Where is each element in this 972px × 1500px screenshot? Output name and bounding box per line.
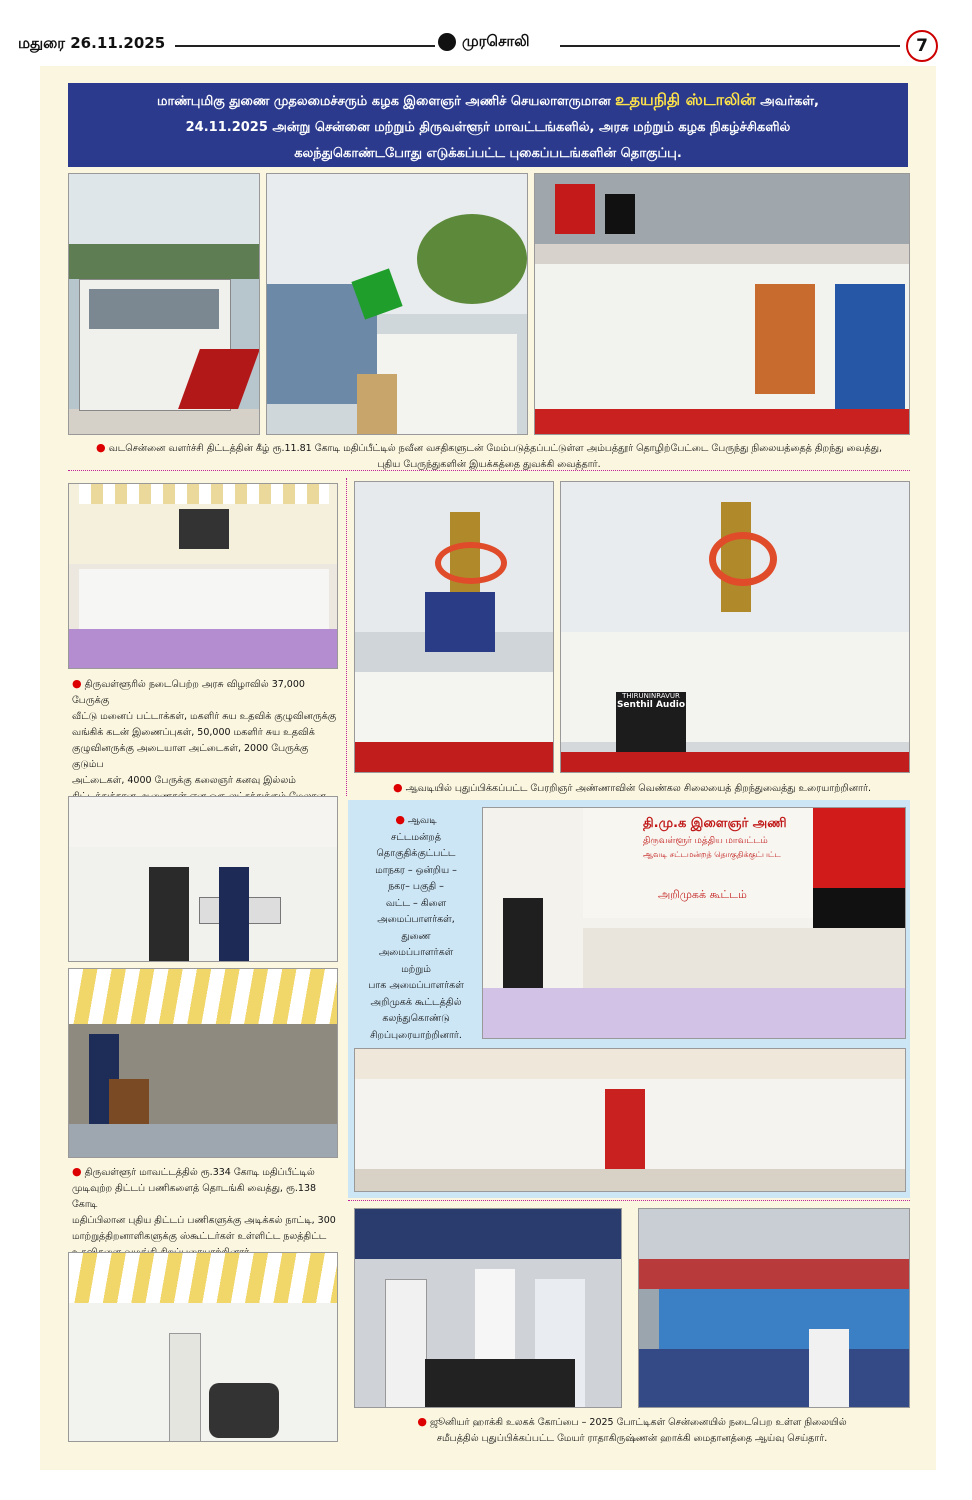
caption-bus-terminal [68,440,910,473]
caption-projects-line2: முடிவுற்ற திட்டப் பணிகளைத் தொடங்கி வைத்து, ரூ.138 கோடி [72,1183,317,1210]
caption-statue [354,780,910,797]
caption-avadi-line5: வட்ட – கிளை [385,897,447,909]
page-number: 7 [906,30,938,62]
photo-statue-unveil [354,481,554,773]
caption-avadi-line1: சட்டமன்றத் [391,831,441,843]
city-date: மதுரை 26.11.2025 [18,34,166,52]
podium-label-top: THIRUNINRAVUR [622,692,680,700]
bullet-icon: ● [72,1165,82,1178]
headline-banner [68,83,908,167]
caption-bus-terminal-line2: புதிய பேருந்துகளின் இயக்கத்தை துவக்கி வைத்தார். [377,459,601,470]
caption-avadi-line12: கலந்துகொண்டு [382,1013,450,1024]
podium [616,692,686,752]
caption-bus-terminal-line1 [68,440,910,457]
podium-label: Senthil Audio [616,700,686,710]
photo-scooter-distribution [68,1252,338,1442]
caption-hockey [354,1414,910,1447]
banner-line-3: கலந்துகொண்டபோது எடுக்கப்பட்ட புகைப்படங்களின் தொகுப்பு. [294,146,682,161]
paper-name: முரசொலி [462,32,530,50]
photo-flag-off [266,173,528,435]
caption-avadi-line3: மாநகர – ஒன்றிய – [375,864,457,876]
caption-avadi-line11: அறிமுகக் கூட்டத்தில் [370,996,462,1008]
caption-avadi-line6: அமைப்பாளர்கள், [377,914,455,925]
photo-avadi-audience [354,1048,906,1192]
caption-hockey-line2: சமீபத்தில் புதுப்பிக்கப்பட்ட மேயர் ராதாகிருஷ்ணன் ஹாக்கி மைதானத்தை ஆய்வு செய்தார். [436,1433,828,1444]
bullet-icon: ● [395,813,405,826]
caption-projects-line4: மாற்றுத்திறனாளிகளுக்கு ஸ்கூட்டர்கள் உள்ளிட்ட நலத்திட்ட [72,1231,327,1242]
photo-thiruvallur-stage [68,483,338,669]
rising-sun-logo-icon [438,33,456,51]
caption-avadi-line4: நகர– பகுதி – [388,881,444,892]
banner-subtitle: திருவள்ளூர் மத்திய மாவட்டம் [643,836,768,846]
photo-group-ribbon [534,173,910,435]
caption-govt-line1 [72,676,340,709]
caption-govt-line2: வீட்டு மனைப் பட்டாக்கள், மகளிர் சுய உதவிக் குழுவினருக்கு [72,711,337,722]
caption-avadi-line10: பாக அமைப்பாளர்கள் [368,980,464,991]
caption-avadi [356,812,476,1044]
masthead [438,32,530,52]
caption-projects-line3: மதிப்பிலான புதிய திட்டப் பணிகளுக்கு அடிக்கல் நாட்டி, 300 [72,1215,336,1226]
caption-avadi-line8: அமைப்பாளர்கள் [378,947,454,958]
header-rule-right [560,45,900,47]
divider-vertical [346,478,347,796]
photo-scooter-handover [68,796,338,962]
caption-hockey-text1: ஜூனியர் ஹாக்கி உலகக் கோப்பை – 2025 போட்டிகள் சென்னையில் நடைபெற உள்ள நிலையில் [429,1417,847,1428]
bullet-icon: ● [393,781,403,794]
caption-statue-text: ஆவடியில் புதுப்பிக்கப்பட்ட பேரறிஞர் அண்ணாவின் வெண்கல சிலையைத் திறந்துவைத்து உரையாற்றினார். [405,783,871,794]
caption-avadi-line2: தொகுதிக்குட்பட்ட [376,848,456,859]
photo-hockey-stadium [638,1208,910,1408]
caption-hockey-line1 [354,1414,910,1431]
banner-line-1 [68,87,908,115]
caption-bus-terminal-text: வடசென்னை வளர்ச்சி திட்டத்தின் கீழ் ரூ.11.81 கோடி மதிப்பீட்டில் நவீன வசதிகளுடன் மேம்படுத்தப்பட்டுள்ள அம்பத்தூர் தொழிற்பேட்டை பேருந்து நிலையத்தைத் திறந்து வைத்து, [108,443,882,454]
banner-subtitle-2: ஆவடி சட்டமன்றத் தொகுதிக்குட்பட்ட [643,850,781,859]
photo-bus-terminal-aerial [68,173,260,435]
bullet-icon: ● [96,441,106,454]
caption-projects [72,1164,340,1261]
caption-govt-line5: அட்டைகள், 4000 பேருக்கு கலைஞர் கனவு இல்லம் [72,775,296,786]
caption-govt-line4: குழுவினருக்கு அடையாள அட்டைகள், 2000 பேருக்கு குடும்ப [72,743,309,770]
caption-projects-line1 [72,1164,340,1181]
banner-meeting: அறிமுகக் கூட்டம் [658,888,747,901]
banner-title: தி.மு.க இளைஞர் அணி [643,816,787,831]
banner-line-2: 24.11.2025 அன்று சென்னை மற்றும் திருவள்ளூர் மாவட்டங்களில், அரசு மற்றும் கழக நிகழ்ச்சிகளில் [185,120,791,135]
photo-statue-speech [560,481,910,773]
caption-projects-text1: திருவள்ளூர் மாவட்டத்தில் ரூ.334 கோடி மதிப்பீட்டில் [84,1167,315,1178]
header-rule-left [175,45,435,47]
caption-avadi-line7: துணை [401,930,431,942]
caption-avadi-line9: மற்றும் [401,963,431,975]
banner-highlight-name: உதயநிதி ஸ்டாலின் [615,90,756,109]
caption-govt-text1: திருவள்ளூரில் நடைபெற்ற அரசு விழாவில் 37,000 பேருக்கு [72,679,305,706]
caption-avadi-line13: சிறப்புரையாற்றினார். [370,1029,462,1041]
caption-avadi-text0: ஆவடி [407,815,437,826]
photo-hockey-visit [354,1208,622,1408]
divider [68,470,910,471]
banner-line1-pre: மாண்புமிகு துணை முதலமைச்சரும் கழக இளைஞர் அணிச் செயலாளருமான [157,94,616,109]
caption-govt-line3: வங்கிக் கடன் இணைப்புகள், 50,000 மகளிர் சுய உதவிக் [72,727,315,738]
photo-thiruvallur-speech [68,968,338,1158]
banner-line1-post: அவர்கள், [755,94,819,109]
caption-avadi-line0 [356,812,476,830]
bullet-icon: ● [417,1415,427,1428]
divider [348,1200,910,1201]
bullet-icon: ● [72,677,82,690]
photo-avadi-stage [482,807,906,1039]
